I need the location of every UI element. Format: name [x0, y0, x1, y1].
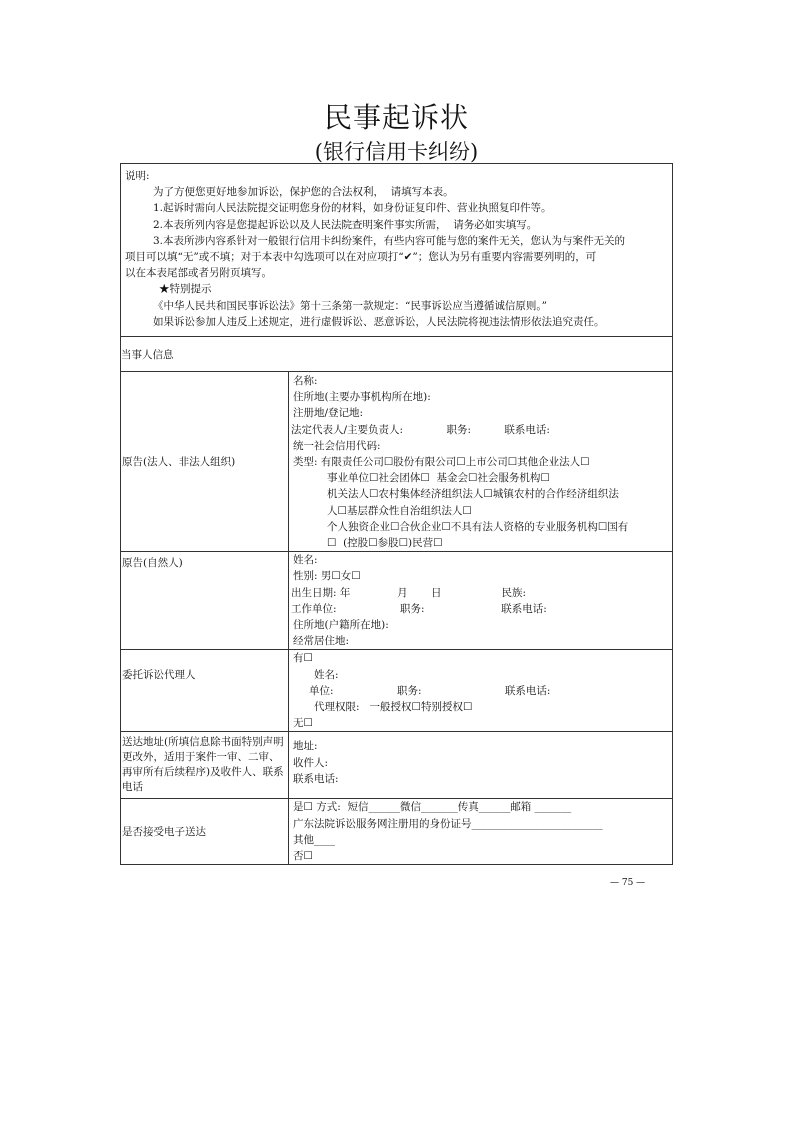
parties-header: 当事人信息	[121, 337, 673, 372]
field-line: 住所地(主要办事机构所在地):	[293, 391, 431, 404]
electronic-service-row	[121, 799, 673, 865]
legal-person-row	[121, 372, 673, 552]
agent-no-checkbox[interactable]: 无☐	[293, 717, 313, 730]
type-checkboxes[interactable]: 类型: 有限责任公司☐股份有限公司☐上市公司☐其他企业法人☐	[293, 456, 590, 469]
notice-line: 项目可以填“无”或不填；对于本表中勾选项可以在对应项打“✔”；您认为另有重要内容需要列明的，可	[125, 251, 597, 264]
electronic-yes-options[interactable]: 是☐ 方式: 短信______微信_______传真______邮箱 _______	[293, 801, 572, 814]
field-line: 名称:	[293, 375, 318, 387]
field-line: 住所地(户籍所在地):	[293, 619, 389, 632]
type-checkboxes[interactable]: 机关法人☐农村集体经济组织法人☐城镇农村的合作经济组织法	[327, 488, 619, 501]
field-line: 出生日期: 年 月 日 民族:	[291, 586, 527, 599]
field-line: 姓名:	[293, 554, 318, 567]
id-number-field[interactable]: 广东法院诉讼服务网注册用的身份证号_________________________	[293, 817, 603, 830]
parties-header-row	[121, 337, 673, 372]
field-line: 地址:	[293, 740, 318, 753]
notice-line: 为了方便您更好地参加诉讼，保护您的合法权利， 请填写本表。	[153, 186, 454, 199]
notice-line: 1.起诉时需向人民法院提交证明您身份的材料，如身份证复印件、营业执照复印件等。	[153, 202, 552, 215]
notice-line: 3.本表所涉内容系针对一般银行信用卡纠纷案件，有些内容可能与您的案件无关，您认为与案件无关的	[153, 234, 626, 247]
notice-line: 《中华人民共和国民事诉讼法》第十三条第一款规定：“民事诉讼应当遵循诚信原则。”	[153, 299, 547, 312]
field-line: 收件人:	[293, 756, 329, 769]
service-address-fields[interactable]	[289, 732, 673, 799]
natural-person-label: 原告(自然人)	[121, 552, 289, 650]
service-address-label: 送达地址(所填信息除书面特别声明更改外，适用于案件一审、二审、再审所有后续程序)及收件人、联系电话	[121, 732, 289, 799]
agent-yes-checkbox[interactable]: 有☐	[293, 652, 313, 665]
field-line: 法定代表人/主要负责人: 职务: 联系电话:	[291, 423, 550, 436]
type-checkboxes[interactable]: 事业单位☐社会团体☐ 基金会☐社会服务机构☐	[327, 472, 550, 485]
notice-line: 以在本表尾部或者另附页填写。	[125, 267, 272, 280]
other-field[interactable]: 其他____	[293, 833, 335, 846]
electronic-no-checkbox[interactable]: 否☐	[293, 850, 313, 863]
electronic-service-fields[interactable]	[289, 799, 673, 865]
document-subtitle: (银行信用卡纠纷)	[314, 140, 479, 164]
notice-row	[121, 164, 673, 337]
field-line: 注册地/登记地:	[293, 407, 364, 420]
notice-line: 2.本表所列内容是您提起诉讼以及人民法院查明案件事实所需， 请务必如实填写。	[153, 218, 538, 231]
electronic-service-label: 是否接受电子送达	[121, 799, 289, 865]
field-line: 工作单位: 职务: 联系电话:	[291, 602, 547, 615]
type-checkboxes[interactable]: 个人独资企业☐合伙企业☐不具有法人资格的专业服务机构☐国有	[327, 520, 629, 533]
type-checkboxes[interactable]: 人☐基层群众性自治组织法人☐	[327, 504, 472, 517]
agent-row	[121, 650, 673, 732]
notice-line: 说明:	[125, 170, 150, 182]
legal-person-fields[interactable]	[289, 372, 673, 552]
complaint-form-table	[120, 163, 673, 865]
page-number: — 75 —	[610, 878, 646, 888]
natural-person-row	[121, 552, 673, 650]
field-line: 联系电话:	[293, 772, 339, 785]
legal-person-label: 原告(法人、非法人组织)	[121, 372, 289, 552]
notice-cell	[121, 164, 673, 337]
special-notice-heading: ★特别提示	[159, 283, 212, 296]
field-line: 统一社会信用代码:	[293, 439, 381, 452]
gender-checkboxes[interactable]: 性别: 男☐女☐	[293, 570, 361, 583]
field-line: 姓名:	[314, 668, 339, 681]
agent-label: 委托诉讼代理人	[121, 650, 289, 732]
type-checkboxes[interactable]: ☐ (控股☐参股☐)民营☐	[327, 537, 443, 550]
field-line: 单位: 职务: 联系电话:	[309, 684, 551, 697]
service-address-row	[121, 732, 673, 799]
authority-checkboxes[interactable]: 代理权限: 一般授权☐特别授权☐	[314, 701, 473, 714]
document-title: 民事起诉状	[323, 101, 469, 134]
natural-person-fields[interactable]	[289, 552, 673, 650]
notice-line: 如果诉讼参加人违反上述规定，进行虚假诉讼、恶意诉讼，人民法院将视违法情形依法追究责任。	[153, 315, 605, 328]
field-line: 经常居住地:	[293, 635, 350, 648]
agent-fields[interactable]	[289, 650, 673, 732]
